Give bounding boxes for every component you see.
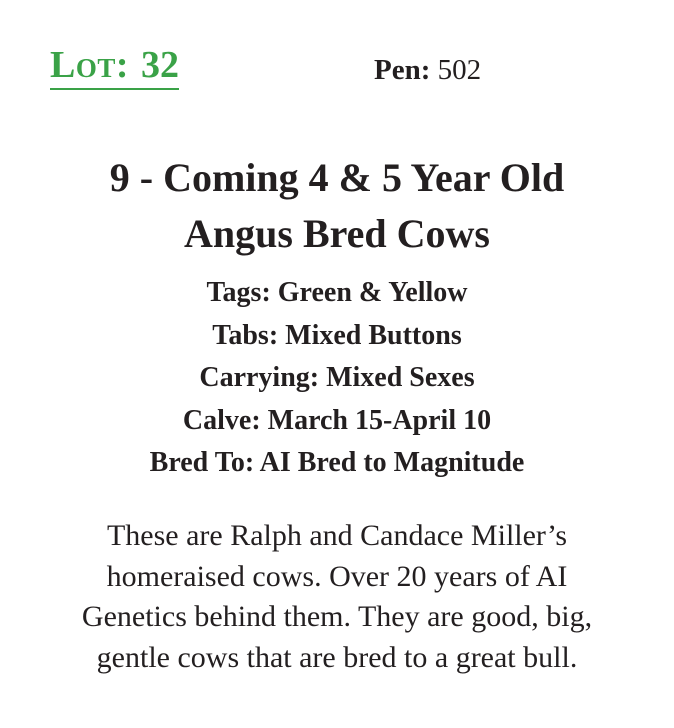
lot-title-line-1: 9 - Coming 4 & 5 Year Old bbox=[109, 155, 565, 200]
lot-details-list bbox=[0, 272, 674, 485]
description-line: Genetics behind them. They are good, big, bbox=[81, 600, 593, 633]
detail-calve: Calve: March 15-April 10 bbox=[182, 404, 492, 436]
pen-number: 502 bbox=[437, 54, 482, 86]
lot-title bbox=[0, 150, 674, 262]
lot-number: 32 bbox=[141, 44, 180, 86]
detail-tags: Tags: Green & Yellow bbox=[206, 277, 468, 308]
detail-carrying: Carrying: Mixed Sexes bbox=[199, 362, 475, 393]
detail-tabs: Tabs: Mixed Buttons bbox=[212, 319, 462, 351]
description-line: gentle cows that are bred to a great bull. bbox=[96, 640, 578, 674]
description-line: These are Ralph and Candace Miller’s bbox=[106, 519, 568, 552]
description-line: homeraised cows. Over 20 years of AI bbox=[106, 559, 568, 593]
lot-title-line-2: Angus Bred Cows bbox=[184, 211, 490, 256]
lot-heading bbox=[50, 42, 179, 90]
pen-label: Pen: bbox=[374, 54, 431, 86]
detail-bred-to: Bred To: AI Bred to Magnitude bbox=[149, 447, 525, 478]
pen-info bbox=[374, 53, 481, 87]
lot-description bbox=[0, 516, 674, 678]
lot-label: Lot: bbox=[50, 44, 130, 86]
